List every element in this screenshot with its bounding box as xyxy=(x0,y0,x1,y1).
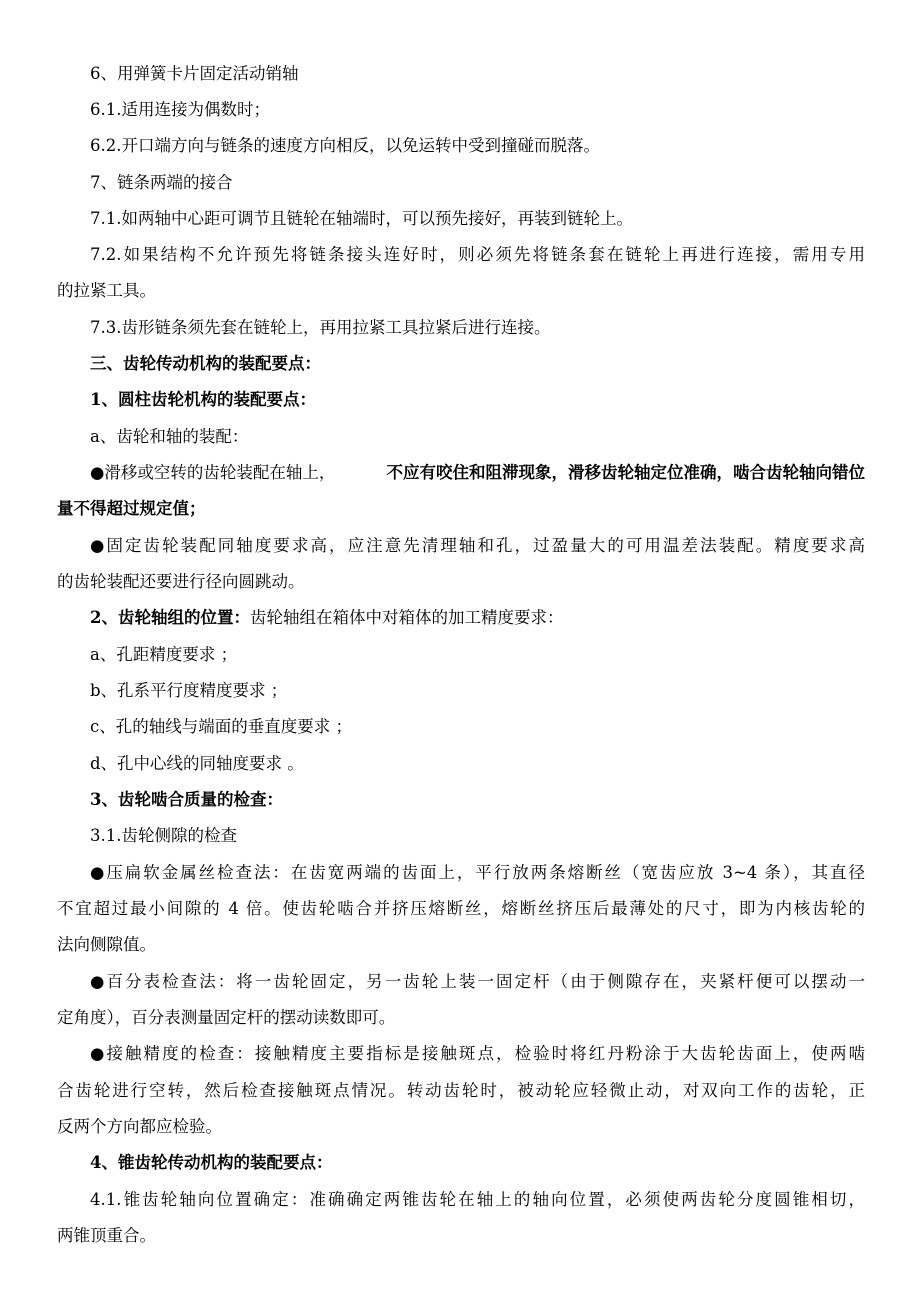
bold-text: 不应有咬住和阻滞现象，滑移齿轮轴定位准确，啮合齿轮轴向错位 xyxy=(386,463,865,482)
text-line: 7.2.如果结构不允许预先将链条接头连好时，则必须先将链条套在链轮上再进行连接，需用专用 xyxy=(90,245,865,264)
subsection-label: 2、齿轮轴组的位置： xyxy=(90,608,250,627)
text-line: 7.3.齿形链条须先套在链轮上，再用拉紧工具拉紧后进行连接。 xyxy=(90,318,551,337)
text-line: 6.2.开口端方向与链条的速度方向相反，以免运转中受到撞碰而脱落。 xyxy=(90,136,600,155)
bullet-line: ●接触精度的检查：接触精度主要指标是接触斑点，检验时将红丹粉涂于大齿轮齿面上，使两啮 xyxy=(90,1044,865,1063)
text-line: 的齿轮装配还要进行径向圆跳动。 xyxy=(57,572,305,591)
bullet-line: ●百分表检查法：将一齿轮固定，另一齿轮上装一固定杆（由于侧隙存在，夹紧杆便可以摆动一 xyxy=(90,972,865,991)
list-item: d、孔中心线的同轴度要求 。 xyxy=(90,754,304,773)
text-line: 两锥顶重合。 xyxy=(57,1226,156,1245)
text-line: 定角度），百分表测量固定杆的摆动读数即可。 xyxy=(57,1008,396,1027)
text-line: a、齿轮和轴的装配： xyxy=(90,427,249,446)
text-line: 的拉紧工具。 xyxy=(57,281,156,300)
subsection-heading: 4、锥齿轮传动机构的装配要点： xyxy=(90,1153,333,1172)
text-line: 7、链条两端的接合 xyxy=(90,173,233,192)
text-line: 反两个方向都应检验。 xyxy=(57,1117,222,1136)
subsection-heading: 3、齿轮啮合质量的检查： xyxy=(90,790,283,809)
list-item: c、孔的轴线与端面的垂直度要求 ； xyxy=(90,717,352,736)
subsection-heading: 1、圆柱齿轮机构的装配要点： xyxy=(90,390,316,409)
text-line: 4.1.锥齿轮轴向位置确定：准确确定两锥齿轮在轴上的轴向位置，必须使两齿轮分度圆锥相切， xyxy=(90,1190,865,1209)
text-line: 法向侧隙值。 xyxy=(57,935,156,954)
bullet-line: ●固定齿轮装配同轴度要求高，应注意先清理轴和孔，过盈量大的可用温差法装配。精度要求高 xyxy=(90,536,865,555)
bullet-line xyxy=(90,455,865,491)
text-line: 不宜超过最小间隙的 4 倍。使齿轮啮合并挤压熔断丝，熔断丝挤压后最薄处的尺寸，即为内核齿轮的 xyxy=(57,899,865,918)
list-item: b、孔系平行度精度要求 ； xyxy=(90,681,288,700)
bullet-text: ●滑移或空转的齿轮装配在轴上， xyxy=(90,463,336,482)
subsection-text: 齿轮轴组在箱体中对箱体的加工精度要求： xyxy=(249,608,564,627)
bold-text: 量不得超过规定值； xyxy=(57,499,206,518)
text-line: 合齿轮进行空转，然后检查接触斑点情况。转动齿轮时，被动轮应轻微止动，对双向工作的齿轮，正 xyxy=(57,1081,865,1100)
text-line: 6、用弹簧卡片固定活动销轴 xyxy=(90,64,299,83)
section-heading: 三、齿轮传动机构的装配要点： xyxy=(90,354,321,373)
text-line: 7.1.如两轴中心距可调节且链轮在轴端时，可以预先接好，再装到链轮上。 xyxy=(90,209,633,228)
list-item: a、孔距精度要求 ； xyxy=(90,645,238,664)
subsection-heading xyxy=(90,600,865,636)
text-line: 3.1.齿轮侧隙的检查 xyxy=(90,826,237,845)
bullet-line: ●压扁软金属丝检查法：在齿宽两端的齿面上，平行放两条熔断丝（宽齿应放 3~4 条），其直径 xyxy=(90,863,865,882)
text-line: 6.1.适用连接为偶数时； xyxy=(90,100,270,119)
